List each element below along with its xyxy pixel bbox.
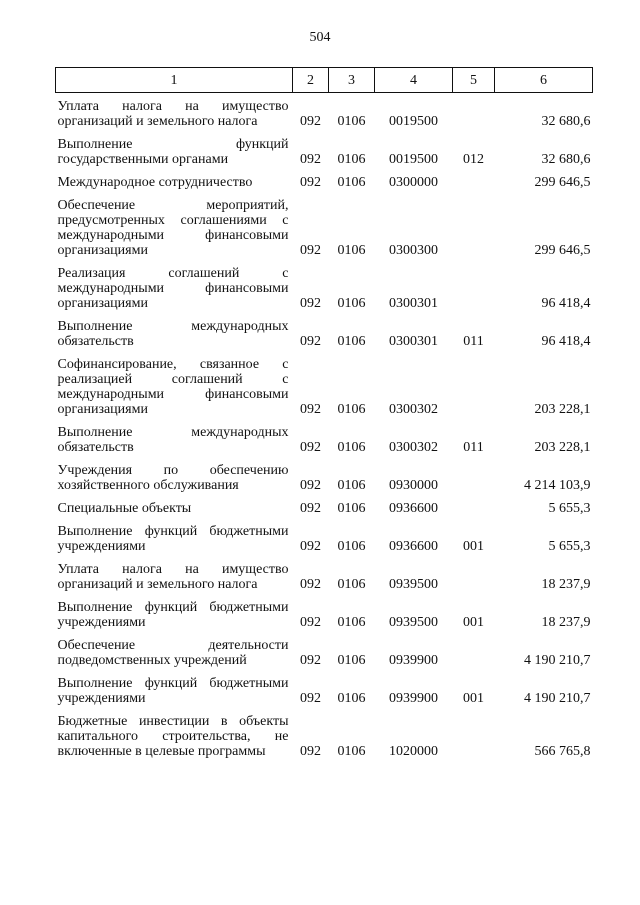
row-amount: 5 655,3 [548, 501, 591, 516]
table-row [56, 311, 593, 349]
row-name: Учреждения по обеспечению хозяйственного обслуживания [57, 463, 289, 493]
table-row [56, 93, 593, 130]
row-code-4: 0930000 [389, 478, 438, 493]
row-code-3: 0106 [337, 691, 366, 706]
row-code-5 [453, 167, 495, 190]
row-code-4: 0939900 [389, 691, 438, 706]
row-code-3: 0106 [337, 402, 366, 417]
row-code-5: 001 [463, 691, 484, 706]
row-code-5 [453, 630, 495, 668]
row-code-4: 0300000 [389, 175, 438, 190]
row-amount: 18 237,9 [541, 577, 591, 592]
table-row [56, 129, 593, 167]
row-amount: 566 765,8 [534, 744, 591, 759]
table-row [56, 592, 593, 630]
row-code-5 [453, 455, 495, 493]
table-row [56, 516, 593, 554]
row-code-3: 0106 [337, 744, 366, 759]
row-code-5: 011 [463, 334, 484, 349]
row-code-5 [453, 93, 495, 130]
table-row [56, 349, 593, 417]
row-code-3: 0106 [337, 334, 366, 349]
row-code-4: 0019500 [389, 152, 438, 167]
row-name: Выполнение функций бюджетными учреждениями [57, 600, 289, 630]
row-code-4: 0939900 [389, 653, 438, 668]
row-code-4: 1020000 [389, 744, 438, 759]
header-col-6: 6 [495, 68, 593, 93]
row-code-2: 092 [300, 243, 321, 258]
table-row [56, 258, 593, 311]
row-code-5 [453, 190, 495, 258]
row-code-5 [453, 349, 495, 417]
row-amount: 299 646,5 [534, 243, 591, 258]
row-code-3: 0106 [337, 175, 366, 190]
row-code-5: 011 [463, 440, 484, 455]
row-amount: 18 237,9 [541, 615, 591, 630]
row-code-3: 0106 [337, 152, 366, 167]
budget-table [55, 67, 593, 759]
row-code-2: 092 [300, 501, 321, 516]
row-code-4: 0300302 [389, 440, 438, 455]
row-name: Специальные объекты [57, 501, 192, 516]
header-col-3: 3 [329, 68, 375, 93]
row-amount: 96 418,4 [541, 296, 591, 311]
row-name: Выполнение функций государственными органами [57, 137, 289, 167]
row-code-4: 0300301 [389, 334, 438, 349]
row-name: Реализация соглашений с международными финансовыми организациями [57, 266, 289, 311]
row-amount: 32 680,6 [541, 152, 591, 167]
row-code-5 [453, 554, 495, 592]
table-row [56, 630, 593, 668]
row-code-5: 001 [463, 539, 484, 554]
row-code-3: 0106 [337, 577, 366, 592]
row-code-2: 092 [300, 114, 321, 129]
row-code-2: 092 [300, 296, 321, 311]
row-amount: 5 655,3 [548, 539, 591, 554]
row-name: Обеспечение деятельности подведомственных учреждений [57, 638, 289, 668]
table-row [56, 190, 593, 258]
row-code-4: 0300300 [389, 243, 438, 258]
row-code-3: 0106 [337, 114, 366, 129]
row-amount: 299 646,5 [534, 175, 591, 190]
header-col-2: 2 [293, 68, 329, 93]
row-code-3: 0106 [337, 440, 366, 455]
row-code-4: 0019500 [389, 114, 438, 129]
table-body [56, 93, 593, 760]
table-header [56, 68, 593, 93]
row-code-4: 0300302 [389, 402, 438, 417]
row-name: Уплата налога на имущество организаций и земельного налога [57, 99, 289, 129]
row-amount: 4 190 210,7 [524, 691, 591, 706]
row-name: Выполнение международных обязательств [57, 319, 289, 349]
row-code-4: 0939500 [389, 615, 438, 630]
header-col-1: 1 [56, 68, 293, 93]
table-row [56, 455, 593, 493]
row-amount: 4 190 210,7 [524, 653, 591, 668]
row-code-2: 092 [300, 539, 321, 554]
row-code-3: 0106 [337, 296, 366, 311]
row-code-3: 0106 [337, 478, 366, 493]
row-code-3: 0106 [337, 501, 366, 516]
row-code-5 [453, 493, 495, 516]
row-code-3: 0106 [337, 243, 366, 258]
row-code-2: 092 [300, 615, 321, 630]
table-row [56, 668, 593, 706]
row-code-2: 092 [300, 334, 321, 349]
row-name: Софинансирование, связанное с реализацией соглашений с международными финансовыми организациями [57, 357, 289, 417]
row-amount: 96 418,4 [541, 334, 591, 349]
row-amount: 32 680,6 [541, 114, 591, 129]
row-code-2: 092 [300, 653, 321, 668]
row-amount: 203 228,1 [534, 440, 591, 455]
header-row [56, 68, 593, 93]
row-code-2: 092 [300, 478, 321, 493]
header-col-4: 4 [375, 68, 453, 93]
row-code-5 [453, 706, 495, 759]
row-name: Обеспечение мероприятий, предусмотренных соглашениями с международными финансовыми организациями [57, 198, 289, 258]
row-code-3: 0106 [337, 539, 366, 554]
row-code-5: 001 [463, 615, 484, 630]
row-code-2: 092 [300, 175, 321, 190]
table-row [56, 554, 593, 592]
row-name: Международное сотрудничество [57, 175, 253, 190]
row-code-2: 092 [300, 152, 321, 167]
table-row [56, 417, 593, 455]
row-code-3: 0106 [337, 653, 366, 668]
row-code-2: 092 [300, 577, 321, 592]
page-number: 504 [309, 30, 331, 45]
row-code-2: 092 [300, 440, 321, 455]
row-amount: 203 228,1 [534, 402, 591, 417]
row-code-2: 092 [300, 691, 321, 706]
row-amount: 4 214 103,9 [524, 478, 591, 493]
row-code-4: 0936600 [389, 501, 438, 516]
row-name: Бюджетные инвестиции в объекты капитального строительства, не включенные в целевые программы [57, 714, 289, 759]
table-row [56, 167, 593, 190]
table-row [56, 706, 593, 759]
table-row [56, 493, 593, 516]
row-code-5: 012 [463, 152, 484, 167]
row-name: Выполнение функций бюджетными учреждениями [57, 676, 289, 706]
row-code-2: 092 [300, 744, 321, 759]
row-name: Выполнение международных обязательств [57, 425, 289, 455]
row-code-4: 0939500 [389, 577, 438, 592]
row-code-3: 0106 [337, 615, 366, 630]
row-code-5 [453, 258, 495, 311]
row-name: Выполнение функций бюджетными учреждениями [57, 524, 289, 554]
row-code-4: 0300301 [389, 296, 438, 311]
row-name: Уплата налога на имущество организаций и земельного налога [57, 562, 289, 592]
row-code-2: 092 [300, 402, 321, 417]
row-code-4: 0936600 [389, 539, 438, 554]
header-col-5: 5 [453, 68, 495, 93]
